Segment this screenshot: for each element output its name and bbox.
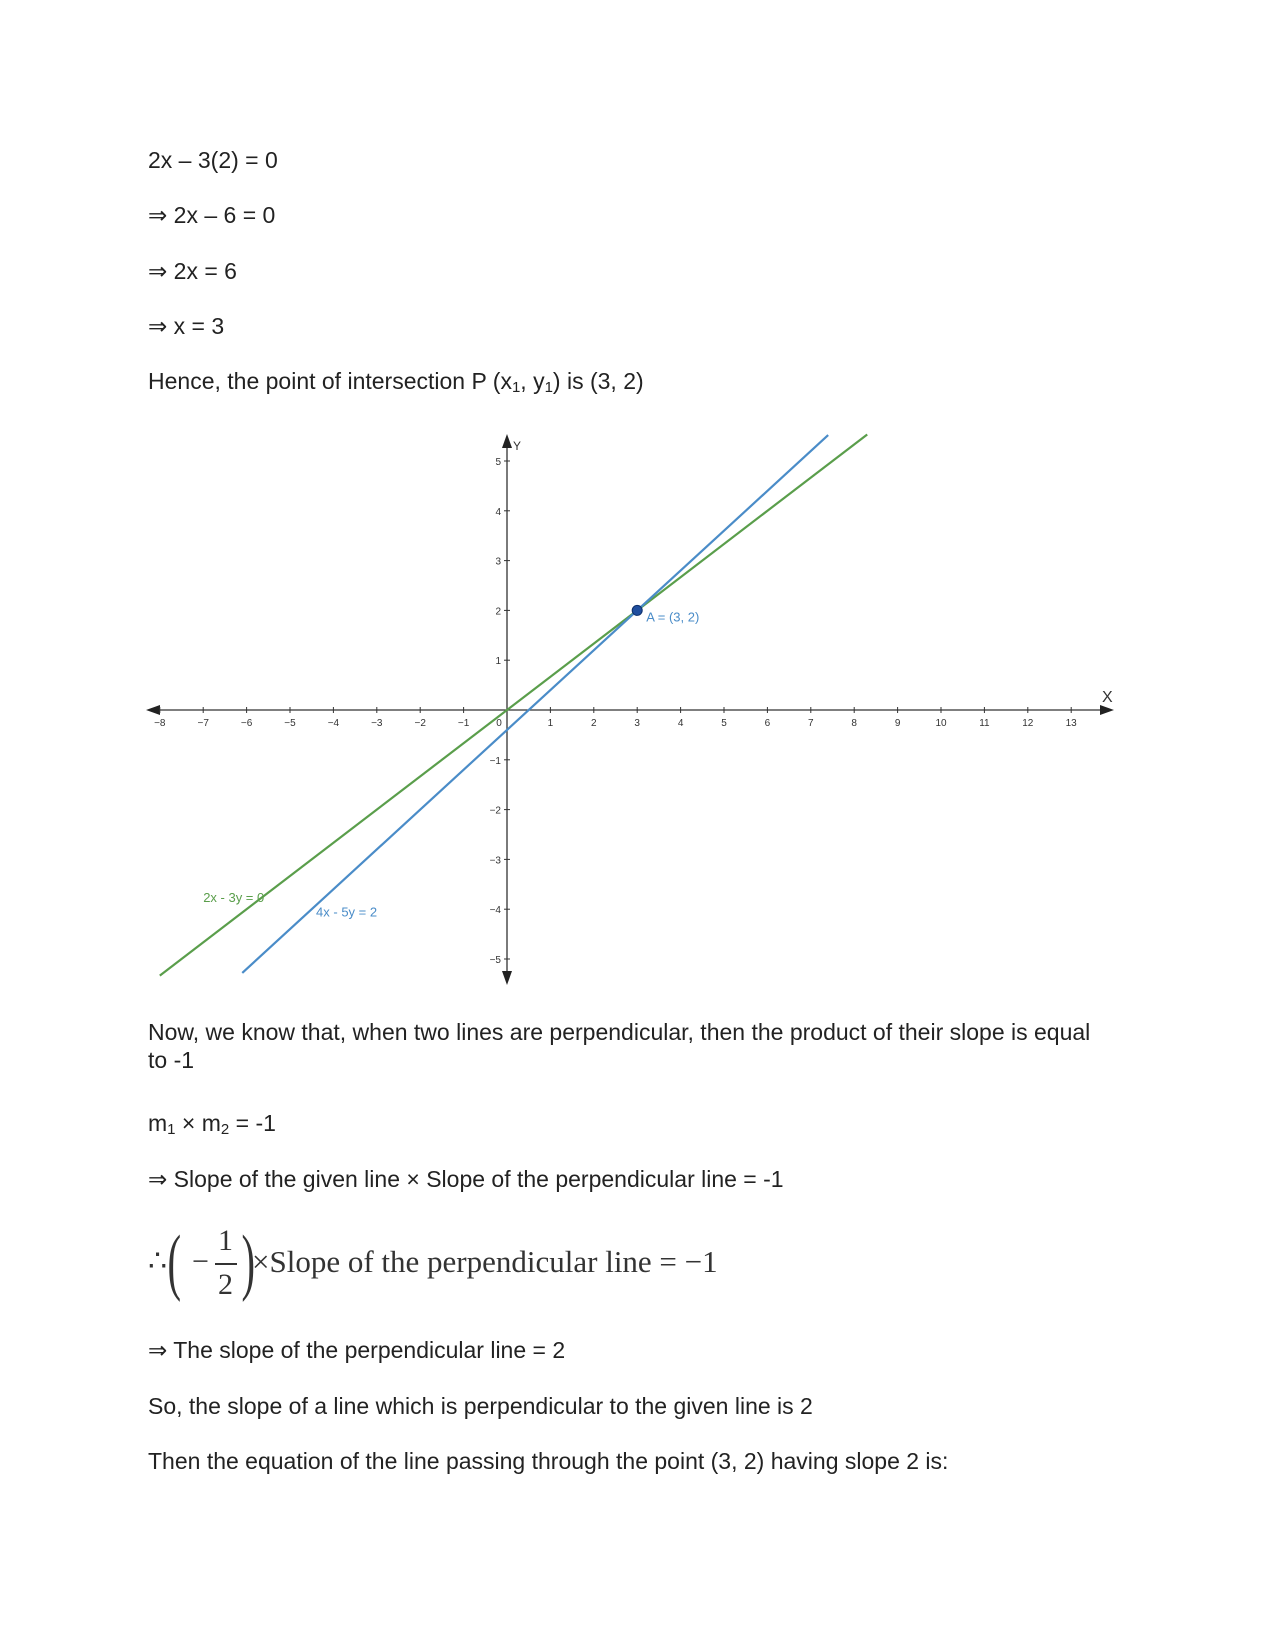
equation-line-4: ⇒ x = 3 (148, 313, 225, 339)
slope-times-m2: × m (175, 1110, 221, 1136)
equation-intro: Then the equation of the line passing through the point (3, 2) having slope 2 is: (148, 1448, 949, 1474)
x-tick-label: 4 (677, 718, 684, 729)
x-tick-label: 1 (547, 718, 554, 729)
formula-rest: ×Slope of the perpendicular line = −1 (252, 1244, 718, 1279)
x-tick-label: 0 (496, 718, 502, 729)
subscript-1: 1 (511, 379, 521, 396)
series-label-2: 4x - 5y = 2 (316, 904, 378, 920)
point-label: A = (3, 2) (646, 609, 700, 625)
x-tick-label: 6 (764, 718, 771, 729)
slope-conclusion: So, the slope of a line which is perpendicular to the given line is 2 (148, 1393, 813, 1419)
x-tick-label: −4 (327, 718, 340, 729)
x-tick-label: 8 (851, 718, 857, 729)
right-paren: ) (241, 1221, 256, 1303)
x-tick-label: 12 (1022, 718, 1034, 729)
therefore-symbol: ∴ (148, 1245, 168, 1278)
x-axis-arrow-right (1100, 705, 1114, 715)
intersection-text-b: , y (520, 368, 545, 394)
x-tick-label: 13 (1065, 718, 1077, 729)
slope-statement: ⇒ Slope of the given line × Slope of the perpendicular line = -1 (148, 1166, 784, 1192)
intersection-text-a: Hence, the point of intersection P (x (148, 368, 512, 394)
intersection-statement (148, 367, 644, 395)
series-label-1: 2x - 3y = 0 (203, 889, 265, 905)
x-tick-label: −8 (154, 718, 166, 729)
y-tick-label: −3 (489, 855, 501, 867)
x-axis-arrow-left (146, 705, 160, 715)
subscript-m1: 1 (167, 1121, 176, 1138)
y-axis-label: Y (513, 439, 522, 453)
perpendicular-slope-result: ⇒ The slope of the perpendicular line = 2 (148, 1337, 566, 1363)
series-line-2 (242, 435, 828, 973)
equation-line-2: ⇒ 2x – 6 = 0 (148, 202, 276, 228)
slope-m1: m (148, 1110, 168, 1136)
y-axis-arrow-bottom (502, 971, 512, 985)
x-tick-label: 10 (935, 718, 947, 729)
y-tick-label: 4 (495, 506, 501, 518)
slope-product (148, 1109, 276, 1137)
equation-line-3: ⇒ 2x = 6 (148, 258, 237, 284)
intersection-text-c: ) is (3, 2) (552, 368, 644, 394)
x-tick-label: −1 (457, 718, 470, 729)
y-tick-label: 5 (495, 457, 501, 468)
x-tick-label: −2 (414, 718, 426, 729)
x-tick-label: −6 (240, 718, 253, 729)
slope-product-result: = -1 (229, 1110, 276, 1136)
intersection-point (632, 605, 642, 615)
subscript-2: 1 (544, 379, 553, 396)
subscript-m2: 2 (220, 1121, 230, 1138)
x-tick-label: 7 (808, 718, 814, 729)
x-tick-label: 9 (894, 718, 901, 729)
y-tick-label: −5 (489, 955, 501, 966)
x-axis-label: X (1102, 689, 1113, 706)
x-tick-label: 3 (634, 718, 640, 729)
x-tick-label: −5 (284, 718, 296, 729)
line-graph (140, 432, 1120, 987)
x-tick-label: −3 (371, 718, 383, 729)
perpendicular-rule: Now, we know that, when two lines are perpendicular, then the product of their slope is equal to -1 (148, 1019, 1091, 1073)
x-tick-label: 2 (591, 718, 597, 729)
y-tick-label: −4 (489, 905, 501, 917)
x-tick-label: 11 (979, 718, 990, 729)
fraction-numerator: 1 (218, 1224, 233, 1257)
fraction-bar (215, 1263, 237, 1265)
slope-formula (148, 1218, 788, 1310)
series-line-1 (160, 434, 867, 975)
y-tick-label: 2 (495, 606, 501, 618)
x-tick-label: −7 (197, 718, 209, 729)
x-tick-label: 5 (721, 718, 727, 729)
y-tick-label: −2 (489, 805, 501, 817)
fraction-denominator: 2 (218, 1268, 233, 1301)
minus-sign: − (192, 1245, 209, 1278)
left-paren: ( (167, 1221, 182, 1303)
y-tick-label: −1 (489, 755, 501, 767)
y-tick-label: 1 (495, 656, 501, 668)
y-axis-arrow-top (502, 434, 512, 448)
equation-line-1: 2x – 3(2) = 0 (148, 147, 278, 173)
y-tick-label: 3 (495, 556, 501, 568)
